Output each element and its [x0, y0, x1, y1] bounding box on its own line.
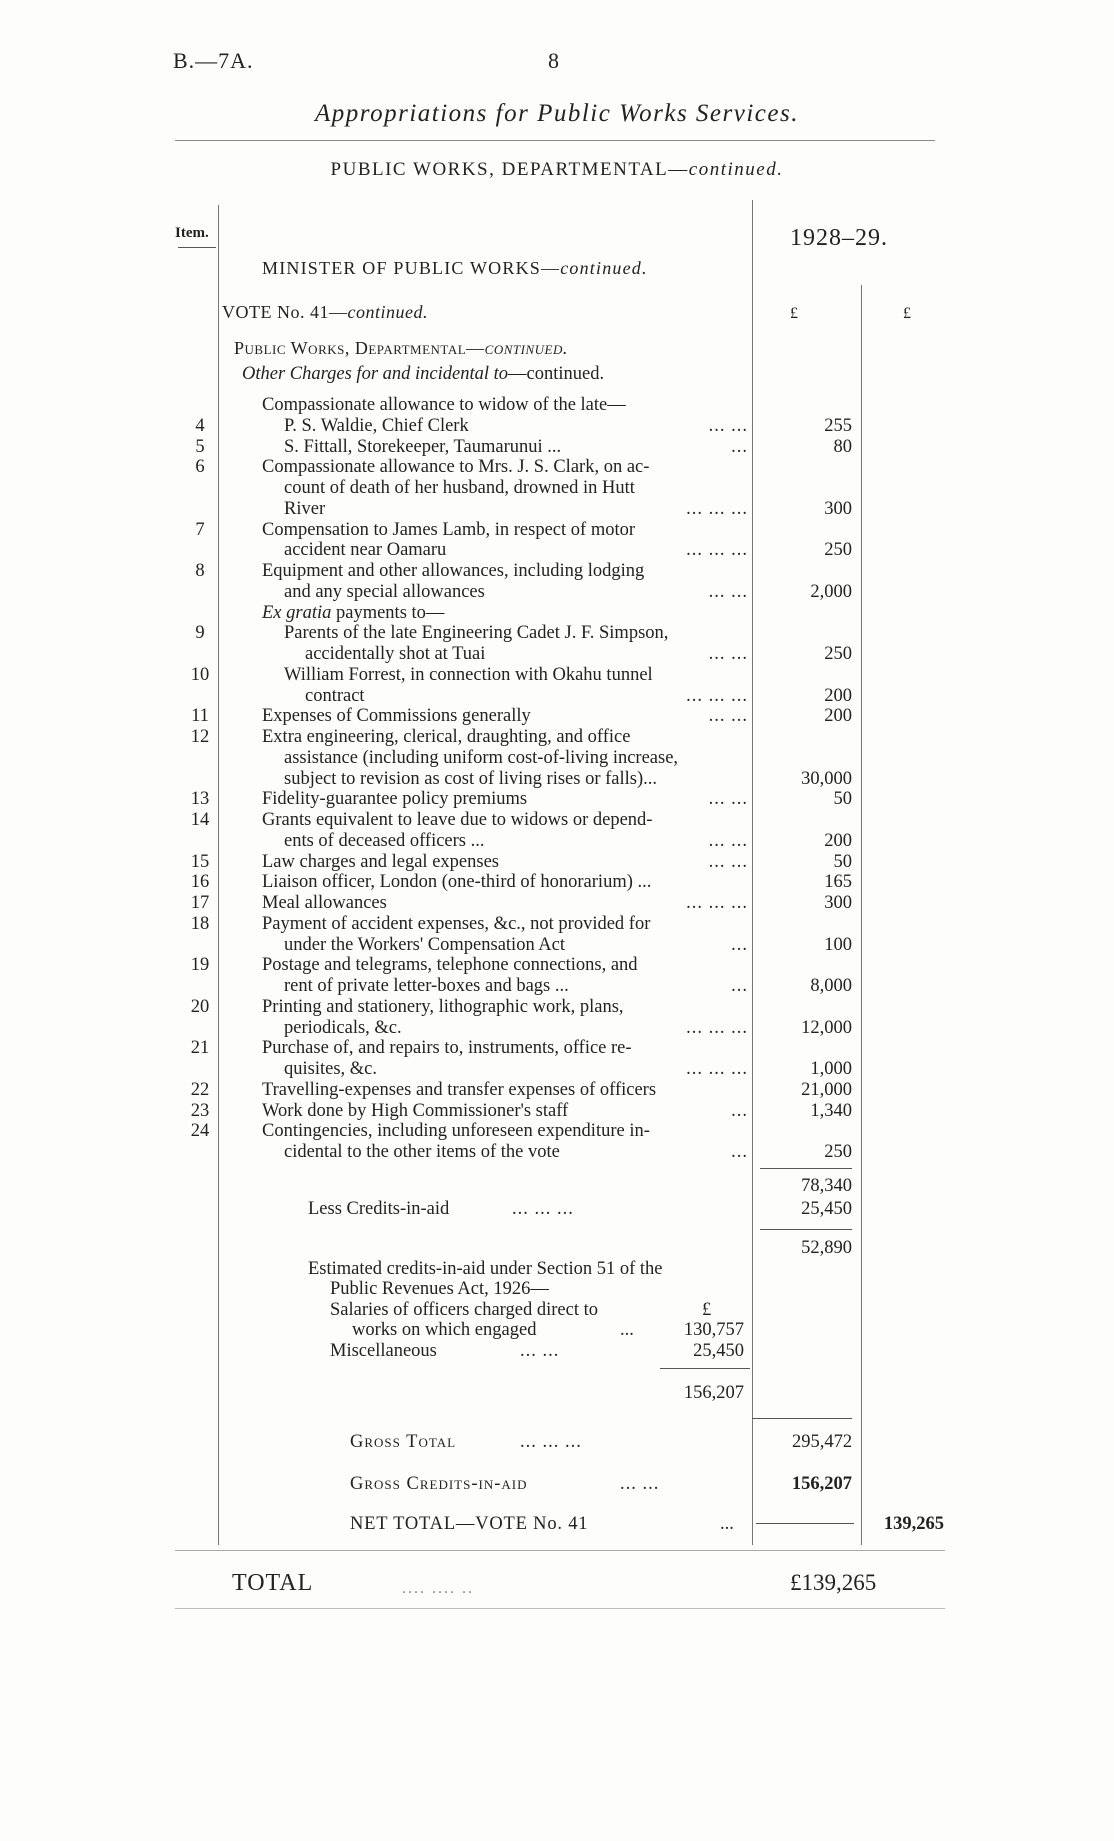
line-item-label: subject to revision as cost of living rises or falls)...: [284, 768, 658, 789]
line-item-amount: 300: [824, 893, 852, 913]
gross-credits-dots: ... ...: [620, 1474, 660, 1494]
leader-dots: ... ...: [708, 415, 748, 436]
line-item-text: [284, 499, 325, 519]
line-item-amount: 300: [824, 498, 852, 519]
item-number: 20: [190, 996, 210, 1017]
leader-dots: ... ...: [708, 706, 748, 727]
line-item-label: ents of deceased officers ...: [284, 830, 485, 851]
line-item-text: [262, 914, 650, 934]
line-item-label: P. S. Waldie, Chief Clerk: [284, 415, 469, 436]
line-item-amount: 50: [833, 789, 852, 810]
leader-dots: ...: [731, 1142, 748, 1162]
pound-sign-column-1: £: [790, 305, 798, 322]
less-credits-label: Less Credits-in-aid: [308, 1199, 450, 1219]
line-item-amount: 2,000: [810, 581, 852, 602]
gross-total-dots: ... ... ...: [520, 1432, 582, 1452]
item-number: 24: [190, 1121, 210, 1142]
item-number: 11: [191, 706, 209, 727]
item-number: 23: [190, 1100, 210, 1121]
gross-credits-label: Gross Credits-in-aid: [350, 1474, 528, 1494]
net-total-dash: [756, 1523, 854, 1524]
line-item-text: [284, 748, 678, 768]
line-item-text: [284, 831, 485, 851]
line-item-label: and any special allowances: [284, 581, 485, 602]
line-item-label: Extra engineering, clerical, draughting, and office: [262, 727, 631, 747]
item-number: 7: [195, 519, 205, 540]
line-item-label: Payment of accident expenses, &c., not provided for: [262, 913, 651, 934]
line-item-label: Law charges and legal expenses: [262, 851, 499, 872]
leader-dots: ...: [731, 1100, 748, 1121]
subtotal-rule: [760, 1168, 852, 1169]
line-item-label: Liaison officer, London (one-third of honorarium) ...: [262, 872, 652, 893]
estimated-credits-line-1: Estimated credits-in-aid under Section 51 of the: [308, 1259, 663, 1279]
line-item-label: River: [284, 498, 326, 519]
leader-dots: ... ... ...: [686, 540, 748, 561]
department-title: PUBLIC WORKS, DEPARTMENTAL—continued.: [330, 159, 784, 180]
item-number: 17: [190, 893, 210, 913]
item-number: 21: [190, 1038, 210, 1059]
leader-dots: ... ... ...: [686, 893, 748, 913]
line-item-label: Parents of the late Engineering Cadet J. F. Simpson,: [284, 623, 669, 644]
line-item-text: [262, 603, 444, 623]
line-item-text: [284, 416, 469, 436]
line-item-amount: 250: [824, 540, 852, 561]
leader-dots: ...: [731, 976, 748, 996]
leader-dots: ... ...: [708, 851, 748, 872]
line-item-amount: 8,000: [810, 976, 852, 996]
amount-column-divider: [752, 200, 753, 1545]
less-credits-dots: ... ... ...: [512, 1199, 574, 1219]
credits-total-rule: [660, 1368, 750, 1369]
line-item-label: S. Fittall, Storekeeper, Taumarunui ...: [284, 436, 562, 457]
line-item-text: [262, 852, 499, 872]
line-item-text: [262, 893, 387, 913]
line-item-text: [284, 623, 668, 643]
net-total-dots: ...: [720, 1514, 734, 1534]
line-item-text: [284, 769, 657, 789]
line-item-amount: 200: [824, 706, 852, 727]
line-item-amount: 12,000: [801, 1017, 852, 1038]
line-item-text: [284, 976, 569, 996]
leader-dots: ... ... ...: [686, 1059, 748, 1079]
item-number: 14: [190, 810, 210, 830]
line-item-amount: 165: [824, 872, 852, 893]
line-item-amount: 21,000: [801, 1079, 852, 1100]
line-item-text: [262, 997, 624, 1017]
line-item-text: [284, 582, 485, 602]
line-item-text: [305, 686, 365, 706]
item-number: 6: [195, 457, 205, 478]
subhead-public-works: Public Works, Departmental—continued.: [234, 338, 568, 358]
gross-total-amount: 295,472: [792, 1432, 853, 1452]
leader-dots: ... ...: [708, 830, 748, 851]
line-item-label: quisites, &c.: [284, 1059, 378, 1079]
item-number: 18: [190, 913, 210, 934]
net-total-label: NET TOTAL—VOTE No. 41: [350, 1514, 589, 1534]
line-item-label: accident near Oamaru: [284, 540, 447, 561]
line-item-amount: 1,340: [810, 1100, 852, 1121]
line-item-amount: 200: [824, 830, 852, 851]
leader-dots: ... ...: [708, 789, 748, 810]
grand-total-label: TOTAL: [232, 1570, 314, 1596]
line-item-amount: 250: [824, 1142, 852, 1162]
item-column-header: Item.: [175, 225, 209, 241]
document-reference: B.—7A.: [173, 48, 254, 73]
gross-total-rule: [752, 1418, 852, 1419]
line-item-text: [262, 872, 651, 892]
line-item-label: William Forrest, in connection with Okahu tunnel: [284, 664, 653, 685]
estimated-credits-line-2: Public Revenues Act, 1926—: [330, 1279, 549, 1299]
line-item-label: Purchase of, and repairs to, instruments, office re-: [262, 1038, 632, 1059]
line-item-label: Contingencies, including unforeseen expenditure in-: [262, 1121, 650, 1142]
line-item-label: contract: [305, 685, 365, 706]
line-item-label: Printing and stationery, lithographic work, plans,: [262, 996, 624, 1017]
item-header-rule: [178, 247, 216, 248]
page-number: 8: [548, 48, 559, 73]
line-item-label: Expenses of Commissions generally: [262, 706, 531, 727]
net-amount: 52,890: [801, 1238, 852, 1258]
salaries-amount: 130,757: [683, 1320, 744, 1340]
line-item-label: periodicals, &c.: [284, 1017, 402, 1038]
line-item-label: accidentally shot at Tuai: [305, 644, 486, 664]
line-item-label: Travelling-expenses and transfer expenses of officers: [262, 1079, 657, 1100]
line-item-text: [284, 437, 561, 457]
line-item-text: [262, 1121, 650, 1141]
gross-total-label: Gross Total: [350, 1432, 457, 1452]
item-number: 13: [190, 789, 210, 810]
leader-dots: ... ... ...: [686, 1017, 748, 1038]
item-number: 19: [190, 955, 210, 976]
gross-credits-amount: 156,207: [791, 1474, 852, 1494]
table-bottom-rule: [175, 1550, 945, 1551]
title-rule: [175, 140, 935, 141]
item-number: 16: [190, 872, 210, 893]
less-credits-amount: 25,450: [801, 1199, 852, 1219]
vote-heading: VOTE No. 41—continued.: [222, 302, 428, 322]
line-item-text: [262, 395, 626, 415]
line-item-text: [284, 665, 653, 685]
footer-rule: [175, 1608, 945, 1609]
line-item-amount: 50: [833, 851, 852, 872]
line-item-text: [262, 810, 652, 830]
line-item-text: [284, 1059, 377, 1079]
subtotal-amount: 78,340: [801, 1176, 852, 1196]
line-item-label: Work done by High Commissioner's staff: [262, 1100, 569, 1121]
line-item-amount: 100: [824, 934, 852, 955]
line-item-amount: 80: [833, 436, 852, 457]
item-number: 22: [190, 1079, 210, 1100]
charges-heading: Other Charges for and incidental to—continued.: [242, 364, 605, 384]
year-header: 1928–29.: [790, 225, 888, 251]
line-item-label: cidental to the other items of the vote: [284, 1142, 560, 1162]
line-item-amount: 250: [824, 644, 852, 664]
line-item-text: [262, 1101, 568, 1121]
line-item-label: Fidelity-guarantee policy premiums: [262, 789, 528, 810]
item-number: 12: [190, 727, 210, 747]
line-item-text: [305, 644, 485, 664]
salaries-dots: ...: [620, 1320, 634, 1340]
line-item-text: [262, 1038, 632, 1058]
line-item-amount: 1,000: [810, 1059, 852, 1079]
line-item-text: [284, 1018, 402, 1038]
leader-dots: ... ...: [708, 581, 748, 602]
line-item-label: Compassionate allowance to widow of the late—: [262, 395, 626, 415]
line-item-text: [262, 955, 638, 975]
line-item-text: [262, 1080, 656, 1100]
line-item-text: [262, 706, 531, 726]
line-item-label: Compassionate allowance to Mrs. J. S. Clark, on ac-: [262, 457, 650, 478]
line-item-label: payments to—: [331, 602, 445, 623]
line-item-text: [284, 540, 446, 560]
grand-total-amount: £139,265: [790, 1570, 877, 1595]
total-column-divider: [861, 285, 862, 1545]
line-item-amount: 200: [824, 685, 852, 706]
miscellaneous-label: Miscellaneous: [330, 1341, 437, 1361]
leader-dots: ...: [731, 934, 748, 955]
minister-heading: MINISTER OF PUBLIC WORKS—continued.: [262, 258, 648, 278]
line-item-text: [284, 478, 635, 498]
net-total-amount: 139,265: [883, 1514, 944, 1534]
net-rule: [760, 1229, 852, 1230]
grand-total-dots: .... .... ..: [402, 1580, 474, 1597]
line-item-label: rent of private letter-boxes and bags ...: [284, 976, 569, 996]
credits-total-amount: 156,207: [683, 1383, 744, 1403]
line-item-label: assistance (including uniform cost-of-living increase,: [284, 747, 679, 768]
pound-sign-column-2: £: [903, 305, 911, 322]
line-item-amount: 255: [824, 415, 852, 436]
leader-dots: ... ... ...: [686, 685, 748, 706]
miscellaneous-amount: 25,450: [693, 1341, 744, 1361]
leader-dots: ... ...: [708, 644, 748, 664]
item-number: 15: [190, 851, 210, 872]
salaries-line-2: works on which engaged: [352, 1320, 537, 1340]
line-item-label: Compensation to James Lamb, in respect of motor: [262, 519, 636, 540]
line-item-italic-text: Ex gratia: [262, 602, 332, 623]
line-item-text: [262, 561, 644, 581]
leader-dots: ...: [731, 436, 748, 457]
item-number: 4: [195, 415, 205, 436]
leader-dots: ... ... ...: [686, 498, 748, 519]
item-number: 10: [190, 664, 210, 685]
line-item-label: Equipment and other allowances, including lodging: [262, 561, 645, 581]
item-number: 8: [195, 561, 205, 581]
salaries-pound-sign: £: [702, 1300, 712, 1320]
line-item-text: [262, 727, 630, 747]
line-item-text: [284, 1142, 560, 1162]
line-item-text: [262, 520, 635, 540]
item-number: 5: [195, 436, 205, 457]
line-item-label: under the Workers' Compensation Act: [284, 934, 566, 955]
line-item-label: Grants equivalent to leave due to widows or depend-: [262, 810, 653, 830]
line-item-amount: 30,000: [801, 768, 852, 789]
item-number: 9: [195, 623, 205, 644]
line-item-text: [284, 935, 565, 955]
salaries-line-1: Salaries of officers charged direct to: [330, 1300, 598, 1320]
line-item-text: [262, 457, 649, 477]
line-item-label: count of death of her husband, drowned in Hutt: [284, 478, 635, 498]
page-title: Appropriations for Public Works Services.: [315, 100, 799, 127]
line-item-label: Meal allowances: [262, 893, 387, 913]
line-item-label: Postage and telegrams, telephone connections, and: [262, 955, 638, 976]
line-item-text: [262, 789, 527, 809]
miscellaneous-dots: ... ...: [520, 1341, 560, 1361]
